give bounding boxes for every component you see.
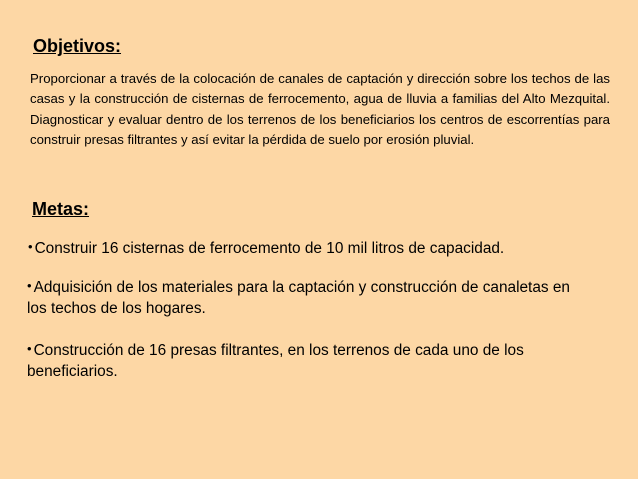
bullet-icon: •: [27, 278, 32, 293]
meta-item-text: Construcción de 16 presas filtrantes, en los terrenos de cada uno de los beneficiarios.: [27, 342, 524, 380]
objetivos-paragraph: Proporcionar a través de la colocación de canales de captación y dirección sobre los techos de las casas y la construcción de cisternas de ferrocemento, agua de lluvia a familias del Alto Mezquital. Diagnosticar y evaluar dentro de los terrenos de los beneficiarios los centros de escorrentías para construir presas filtrantes y así evitar la pérdida de suelo por erosión pluvial.: [30, 71, 610, 147]
meta-item-3: [27, 338, 587, 382]
objetivos-heading: Objetivos:: [33, 36, 122, 56]
bullet-icon: •: [27, 341, 32, 356]
bullet-icon: •: [28, 239, 33, 254]
meta-item-text: Adquisición de los materiales para la captación y construcción de canaletas en los techos de los hogares.: [27, 279, 570, 317]
meta-item-text: Construir 16 cisternas de ferrocemento de 10 mil litros de capacidad.: [34, 240, 505, 257]
meta-item-1: [28, 236, 628, 259]
metas-heading: Metas:: [32, 199, 90, 219]
meta-item-2: [27, 275, 587, 319]
